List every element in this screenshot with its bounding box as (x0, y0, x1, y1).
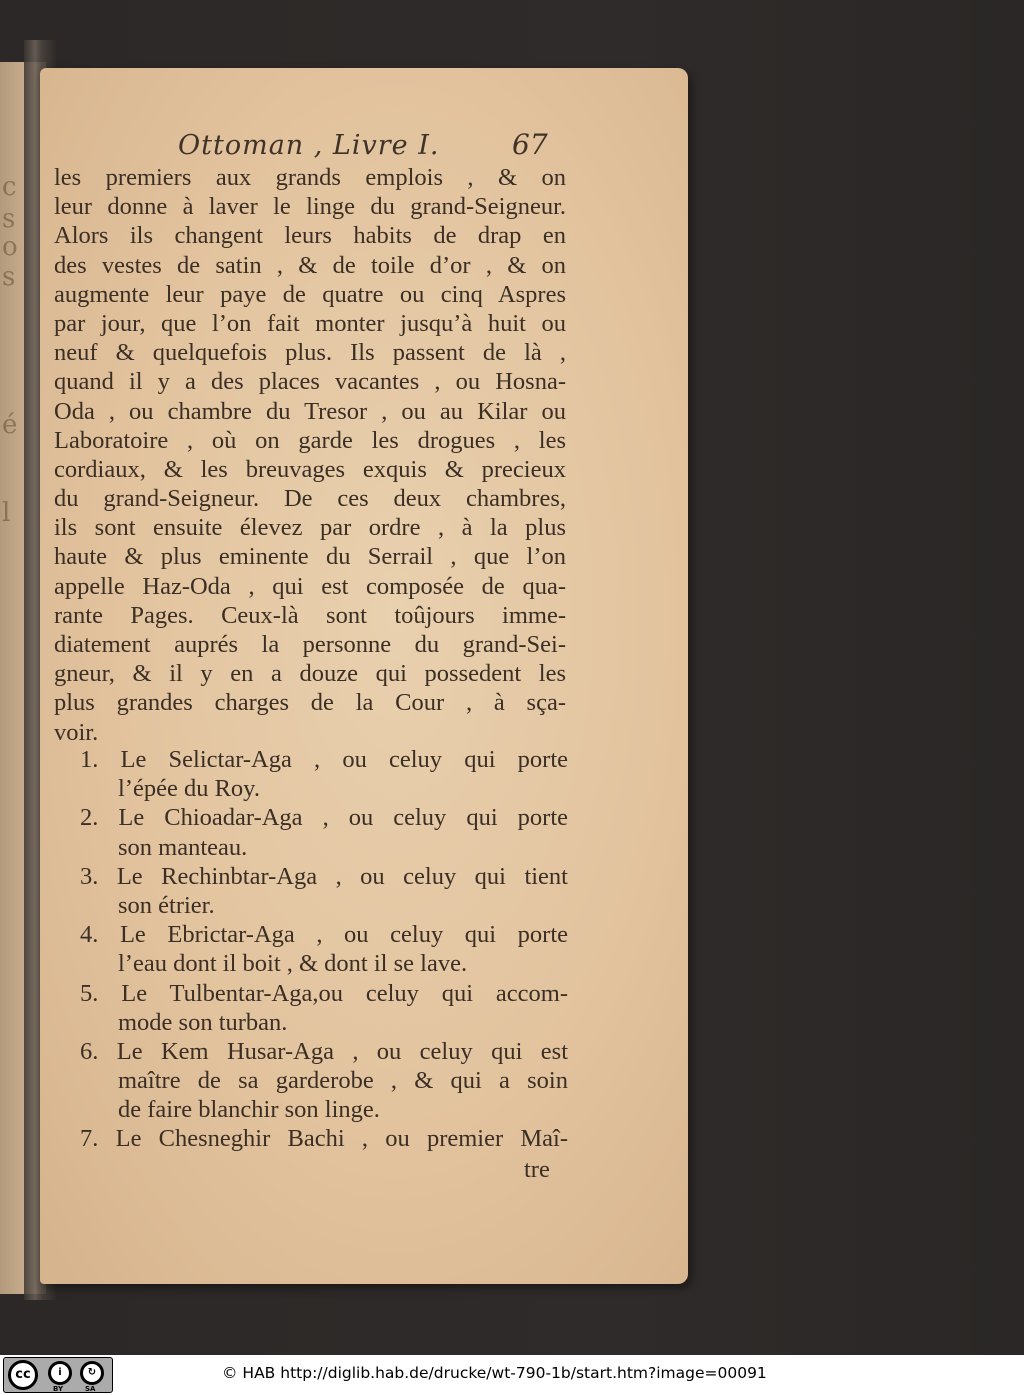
text-line: voir. (54, 718, 99, 746)
body-text (54, 163, 566, 747)
ghost-letter: s (2, 262, 16, 292)
list-item (80, 803, 568, 861)
list-item-line: mode son turban. (118, 1008, 288, 1036)
running-head: Ottoman , Livre I. (178, 130, 440, 161)
list-item-line (80, 1037, 568, 1066)
list-item-line (80, 920, 568, 949)
by-label: BY (53, 1385, 64, 1393)
list-item-line: son étrier. (118, 891, 215, 919)
list-item-line: maître de sa garderobe , & qui a soin (118, 1067, 568, 1095)
list-item-text: Le Chioadar-Aga , ou celuy qui porte (118, 804, 568, 832)
text-line: plus grandes charges de la Cour , à sça- (54, 689, 566, 717)
list-item-text: Le Rechinbtar-Aga , ou celuy qui tient (116, 862, 568, 890)
list-item-number: 6. (80, 1037, 99, 1065)
share-alike-icon: ↻ (80, 1361, 104, 1385)
list-item-line (80, 862, 568, 891)
ghost-letter: s (2, 204, 16, 234)
list-item-line (80, 745, 568, 774)
list-item-line (80, 803, 568, 832)
text-line: Alors ils changent leurs habits de drap en (54, 222, 566, 250)
cc-license-badge[interactable] (3, 1357, 113, 1393)
list-item-line (80, 979, 568, 1008)
attribution-icon: i (48, 1361, 72, 1385)
list-item-line: de faire blanchir son linge. (118, 1096, 380, 1124)
list-item-number: 1. (80, 746, 99, 773)
text-line: leur donne à laver le linge du grand-Seigneur. (54, 193, 566, 221)
sa-label: SA (85, 1385, 96, 1393)
list-item-text: Le Tulbentar-Aga,ou celuy qui accom- (121, 979, 568, 1007)
list-item-number: 7. (80, 1125, 99, 1153)
list-item-line: son manteau. (118, 833, 248, 861)
text-line: les premiers aux grands emplois , & on (54, 164, 566, 191)
text-line: du grand-Seigneur. De ces deux chambres, (54, 485, 566, 513)
list-item (80, 745, 568, 803)
list-item-number: 5. (80, 979, 99, 1007)
list-item-number: 4. (80, 921, 99, 949)
list-item-number: 3. (80, 862, 99, 890)
cc-icon: cc (8, 1360, 38, 1390)
list-item-text: Le Chesneghir Bachi , ou premier Maî- (115, 1125, 568, 1153)
text-line: cordiaux, & les breuvages exquis & precieux (54, 455, 566, 483)
list-item-text: Le Kem Husar-Aga , ou celuy qui est (116, 1037, 568, 1065)
list-item-line (80, 1124, 568, 1153)
footer-bar (0, 1355, 1024, 1395)
text-line: quand il y a des places vacantes , ou Hosna- (54, 368, 566, 396)
list-item-line: l’épée du Roy. (118, 775, 260, 803)
list-item (80, 920, 568, 978)
text-line: ils sont ensuite élevez par ordre , à la plus (54, 514, 566, 542)
list-item (80, 1124, 568, 1153)
catchword: tre (524, 1156, 550, 1183)
text-line: neuf & quelquefois plus. Ils passent de là , (54, 339, 566, 367)
list-item (80, 1037, 568, 1125)
text-line: par jour, que l’on fait monter jusqu’à huit ou (54, 309, 566, 337)
text-line: diatement auprés la personne du grand-Sei- (54, 631, 566, 658)
ghost-letter: é (2, 410, 18, 440)
text-line: haute & plus eminente du Serrail , que l’on (54, 543, 566, 571)
text-line: appelle Haz-Oda , qui est composée de qua- (54, 572, 566, 600)
ghost-letter: l (2, 498, 11, 528)
list-item-text: Le Ebrictar-Aga , ou celuy qui porte (119, 921, 568, 949)
list-item (80, 862, 568, 920)
text-line: des vestes de satin , & de toile d’or , & on (54, 251, 566, 279)
text-line: gneur, & il y en a douze qui possedent les (54, 660, 566, 688)
list-item (80, 979, 568, 1037)
list-item-text: Le Selictar-Aga , ou celuy qui porte (120, 746, 569, 773)
text-line: Laboratoire , où on garde les drogues , les (54, 426, 566, 454)
list-item-line: l’eau dont il boit , & dont il se lave. (118, 950, 468, 978)
text-line: Oda , ou chambre du Tresor , ou au Kilar ou (54, 397, 566, 425)
office-list (80, 745, 568, 1154)
page-number: 67 (512, 128, 548, 161)
text-line: rante Pages. Ceux-là sont toûjours imme- (54, 601, 566, 629)
text-line: augmente leur paye de quatre ou cinq Aspres (54, 280, 566, 308)
list-item-number: 2. (80, 804, 99, 832)
source-credit-link[interactable]: © HAB http://diglib.hab.de/drucke/wt-790-1b/start.htm?image=00091 (222, 1364, 767, 1382)
ghost-letter: o (2, 232, 18, 262)
ghost-letter: c (2, 172, 17, 202)
book-page (40, 68, 688, 1284)
